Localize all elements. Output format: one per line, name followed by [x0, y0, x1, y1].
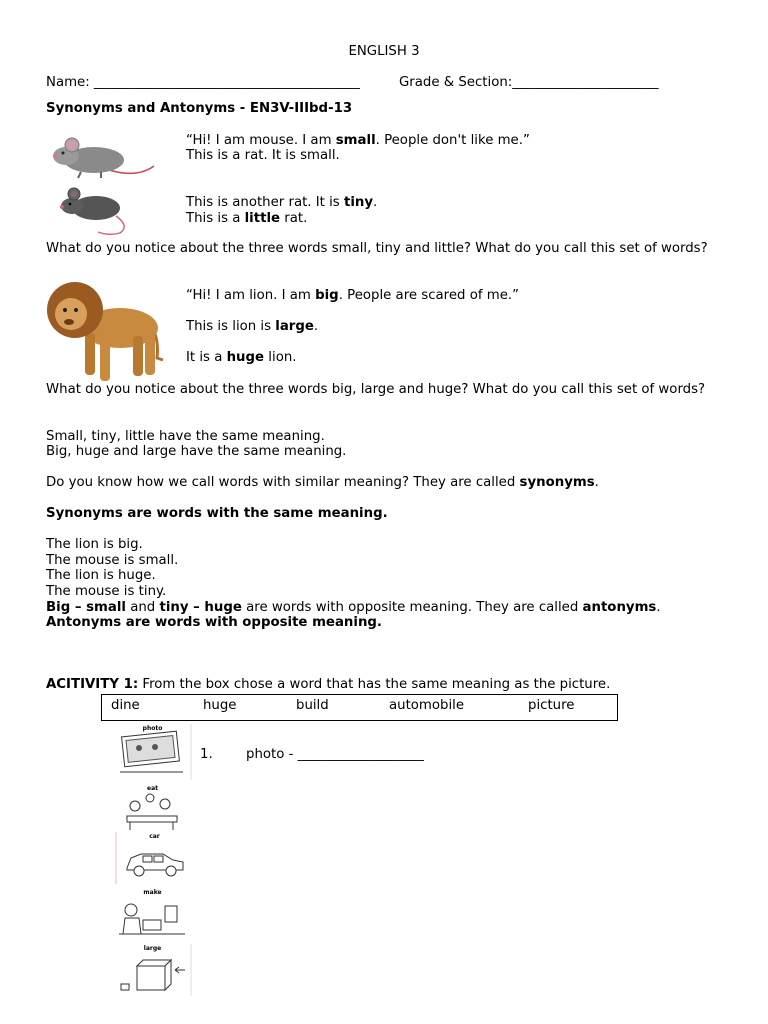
- synonym-definition: Synonyms are words with the same meaning.: [46, 506, 388, 521]
- rat-line-2: This is a little rat.: [186, 211, 308, 226]
- item-1-text: photo - ___________________: [246, 747, 424, 762]
- photo-picture: photo: [115, 724, 192, 780]
- word-box: [101, 694, 618, 721]
- grade-section-line: Grade & Section:______________________: [399, 75, 659, 90]
- lion-line-2: This is lion is large.: [186, 319, 319, 334]
- lion-icon: [45, 278, 167, 388]
- mouse-icon: [46, 134, 158, 184]
- example-4: The mouse is tiny.: [46, 584, 167, 599]
- example-3: The lion is huge.: [46, 568, 156, 583]
- example-2: The mouse is small.: [46, 553, 179, 568]
- mouse-line-2: This is a rat. It is small.: [186, 148, 340, 163]
- activity-instruction: ACITIVITY 1: From the box chose a word that has the same meaning as the picture.: [46, 677, 611, 692]
- antonym-definition: Antonyms are words with opposite meaning.: [46, 615, 382, 630]
- lion-line-3: It is a huge lion.: [186, 350, 297, 365]
- make-picture: make: [115, 888, 190, 940]
- eat-picture: eat: [115, 784, 190, 832]
- mouse-line-1: “Hi! I am mouse. I am small. People don't like me.”: [186, 133, 530, 148]
- example-1: The lion is big.: [46, 537, 143, 552]
- page-title: ENGLISH 3: [348, 44, 420, 59]
- synonyms-question: Do you know how we call words with similar meaning? They are called synonyms.: [46, 475, 599, 490]
- same-meaning-1: Small, tiny, little have the same meaning.: [46, 429, 325, 444]
- lion-line-1: “Hi! I am lion. I am big. People are scared of me.”: [186, 288, 519, 303]
- antonyms-sentence: Big – small and tiny – huge are words with opposite meaning. They are called antonyms.: [46, 600, 661, 615]
- word-huge: huge: [203, 698, 237, 713]
- same-meaning-2: Big, huge and large have the same meaning.: [46, 444, 347, 459]
- car-picture: car: [115, 832, 192, 884]
- rat-line-1: This is another rat. It is tiny.: [186, 195, 378, 210]
- word-picture: picture: [528, 698, 575, 713]
- lesson-heading: Synonyms and Antonyms - EN3V-IIIbd-13: [46, 101, 353, 116]
- item-1-number: 1.: [200, 747, 213, 762]
- word-build: build: [296, 698, 329, 713]
- large-picture: large: [115, 944, 192, 996]
- name-line: Name: ________________________________________: [46, 75, 360, 90]
- question-1: What do you notice about the three words small, tiny and little? What do you call this set of words?: [46, 241, 708, 256]
- rat-icon: [58, 186, 140, 236]
- word-automobile: automobile: [389, 698, 465, 713]
- word-dine: dine: [111, 698, 140, 713]
- question-2: What do you notice about the three words big, large and huge? What do you call this set of words?: [46, 382, 706, 397]
